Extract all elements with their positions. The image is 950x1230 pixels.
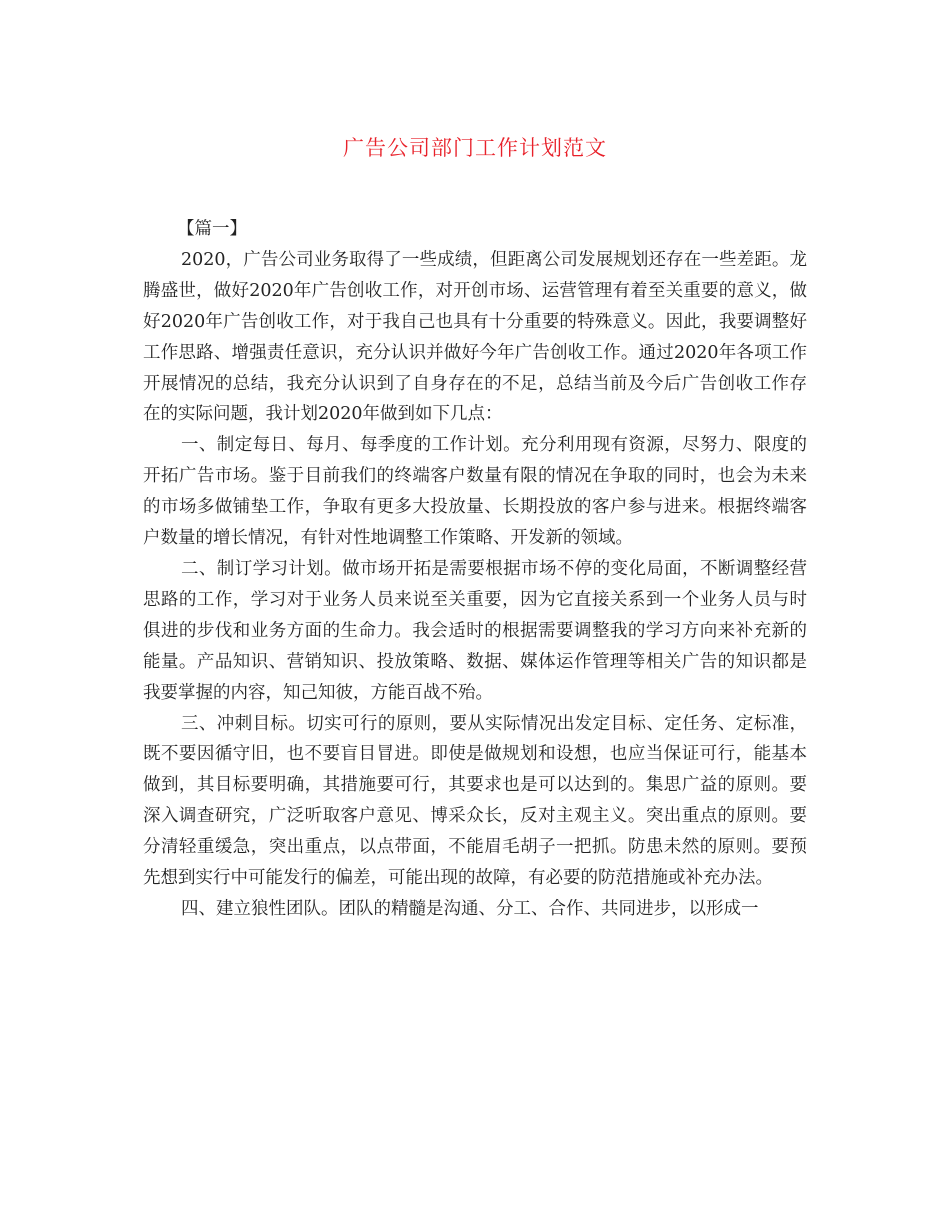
document-title: 广告公司部门工作计划范文 <box>343 136 607 160</box>
paragraph-point-four: 四、建立狼性团队。团队的精髓是沟通、分工、合作、共同进步，以形成一 <box>181 898 759 919</box>
paragraph-intro: 2020，广告公司业务取得了一些成绩，但距离公司发展规划还存在一些差距。龙腾盛世，做好2020年广告创收工作，对开创市场、运营管理有着至关重要的意义，做好2020年广告创收工作，对于我自己也具有十分重要的特殊意义。因此，我要调整好工作思路、增强责任意识，充分认识并做好今年广告创收工作。通过2020年各项工作开展情况的总结，我充分认识到了自身存在的不足，总结当前及今后广告创收工作存在的实际问题，我计划2020年做到如下几点： <box>143 249 807 425</box>
document-body <box>143 214 807 925</box>
paragraph-point-one: 一、制定每日、每月、每季度的工作计划。充分利用现有资源，尽努力、限度的开拓广告市场。鉴于目前我们的终端客户数量有限的情况在争取的同时，也会为未来的市场多做铺垫工作，争取有更多大投放量、长期投放的客户参与进来。根据终端客户数量的增长情况，有针对性地调整工作策略、开发新的领域。 <box>143 435 807 549</box>
paragraph-point-two: 二、制订学习计划。做市场开拓是需要根据市场不停的变化局面，不断调整经营思路的工作，学习对于业务人员来说至关重要，因为它直接关系到一个业务人员与时俱进的步伐和业务方面的生命力。我会适时的根据需要调整我的学习方向来补充新的能量。产品知识、营销知识、投放策略、数据、媒体运作管理等相关广告的知识都是我要掌握的内容，知己知彼，方能百战不殆。 <box>143 558 807 703</box>
paragraph-point-three: 三、冲刺目标。切实可行的原则，要从实际情况出发定目标、定任务、定标准，既不要因循守旧，也不要盲目冒进。即使是做规划和设想，也应当保证可行，能基本做到，其目标要明确，其措施要可行，其要求也是可以达到的。集思广益的原则。要深入调查研究，广泛听取客户意见、博采众长，反对主观主义。突出重点的原则。要分清轻重缓急，突出重点，以点带面，不能眉毛胡子一把抓。防患未然的原则。要预先想到实行中可能发行的偏差，可能出现的故障，有必要的防范措施或补充办法。 <box>143 713 807 889</box>
section-label: 【篇一】 <box>177 219 247 239</box>
